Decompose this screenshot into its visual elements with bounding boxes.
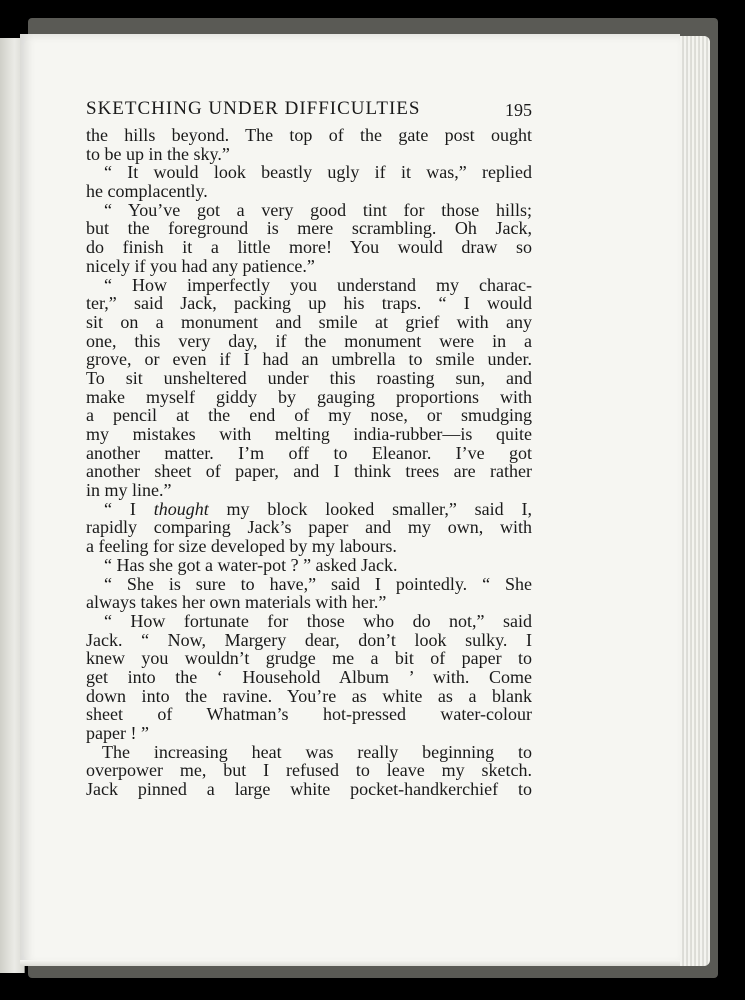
text-line: To sit unsheltered under this roasting sun, and <box>86 367 532 388</box>
text-line: another matter. I’m off to Eleanor. I’ve got <box>86 442 532 463</box>
text-line: knew you wouldn’t grudge me a bit of paper to <box>86 648 532 669</box>
text-line: but the foreground is mere scrambling. Oh Jack, <box>86 218 532 239</box>
text-line: “ I thought my block looked smaller,” said I, <box>104 498 532 519</box>
text-line: The increasing heat was really beginning to <box>102 741 532 762</box>
text-line: grove, or even if I had an umbrella to smile under. <box>86 349 532 370</box>
text-line: Jack. “ Now, Margery dear, don’t look sulky. I <box>86 629 532 650</box>
text-line: a pencil at the end of my nose, or smudging <box>86 405 532 426</box>
text-line: always takes her own materials with her.” <box>86 592 387 613</box>
text-line: sheet of Whatman’s hot-pressed water-colour <box>86 704 532 725</box>
page-bottom-shadow <box>20 960 680 966</box>
text-line: make myself giddy by gauging proportions with <box>86 386 532 407</box>
text-line: nicely if you had any patience.” <box>86 255 315 276</box>
text-line: another sheet of paper, and I think trees are rather <box>86 461 532 482</box>
text-line: to be up in the sky.” <box>86 143 230 164</box>
page-content <box>86 96 532 799</box>
running-head <box>86 96 532 126</box>
text-line: in my line.” <box>86 480 172 501</box>
text-line: rapidly comparing Jack’s paper and my own, with <box>86 517 532 538</box>
text-line: paper ! ” <box>86 723 149 743</box>
text-line: “ Has she got a water-pot ? ” asked Jack. <box>104 554 398 575</box>
text-line: “ It would look beastly ugly if it was,” replied <box>104 162 532 183</box>
text-line: down into the ravine. You’re as white as a blank <box>86 685 532 706</box>
text-line: “ You’ve got a very good tint for those hills; <box>104 199 532 220</box>
text-line: “ She is sure to have,” said I pointedly. “ She <box>104 573 532 594</box>
text-line: “ How imperfectly you understand my charac- <box>104 274 532 295</box>
text-line: a feeling for size developed by my labours. <box>86 536 397 557</box>
text-line: one, this very day, if the monument were in a <box>86 330 532 351</box>
text-line: he complacently. <box>86 181 208 202</box>
body-text <box>86 126 532 799</box>
text-line: overpower me, but I refused to leave my sketch. <box>86 760 532 781</box>
text-line: do finish it a little more! You would draw so <box>86 237 532 258</box>
text-line: “ How fortunate for those who do not,” said <box>104 610 532 631</box>
running-head-title: SKETCHING UNDER DIFFICULTIES <box>86 98 421 119</box>
text-line: sit on a monument and smile at grief with any <box>86 311 532 332</box>
page-number: 195 <box>505 100 532 120</box>
text-line: the hills beyond. The top of the gate post ought <box>86 125 532 145</box>
text-line: my mistakes with melting india-rubber—is quite <box>86 424 532 444</box>
text-line: ter,” said Jack, packing up his traps. “ I would <box>86 293 532 314</box>
text-line: get into the ‘ Household Album ’ with. Come <box>86 666 532 687</box>
text-line: Jack pinned a large white pocket-handkerchief to <box>86 779 532 800</box>
